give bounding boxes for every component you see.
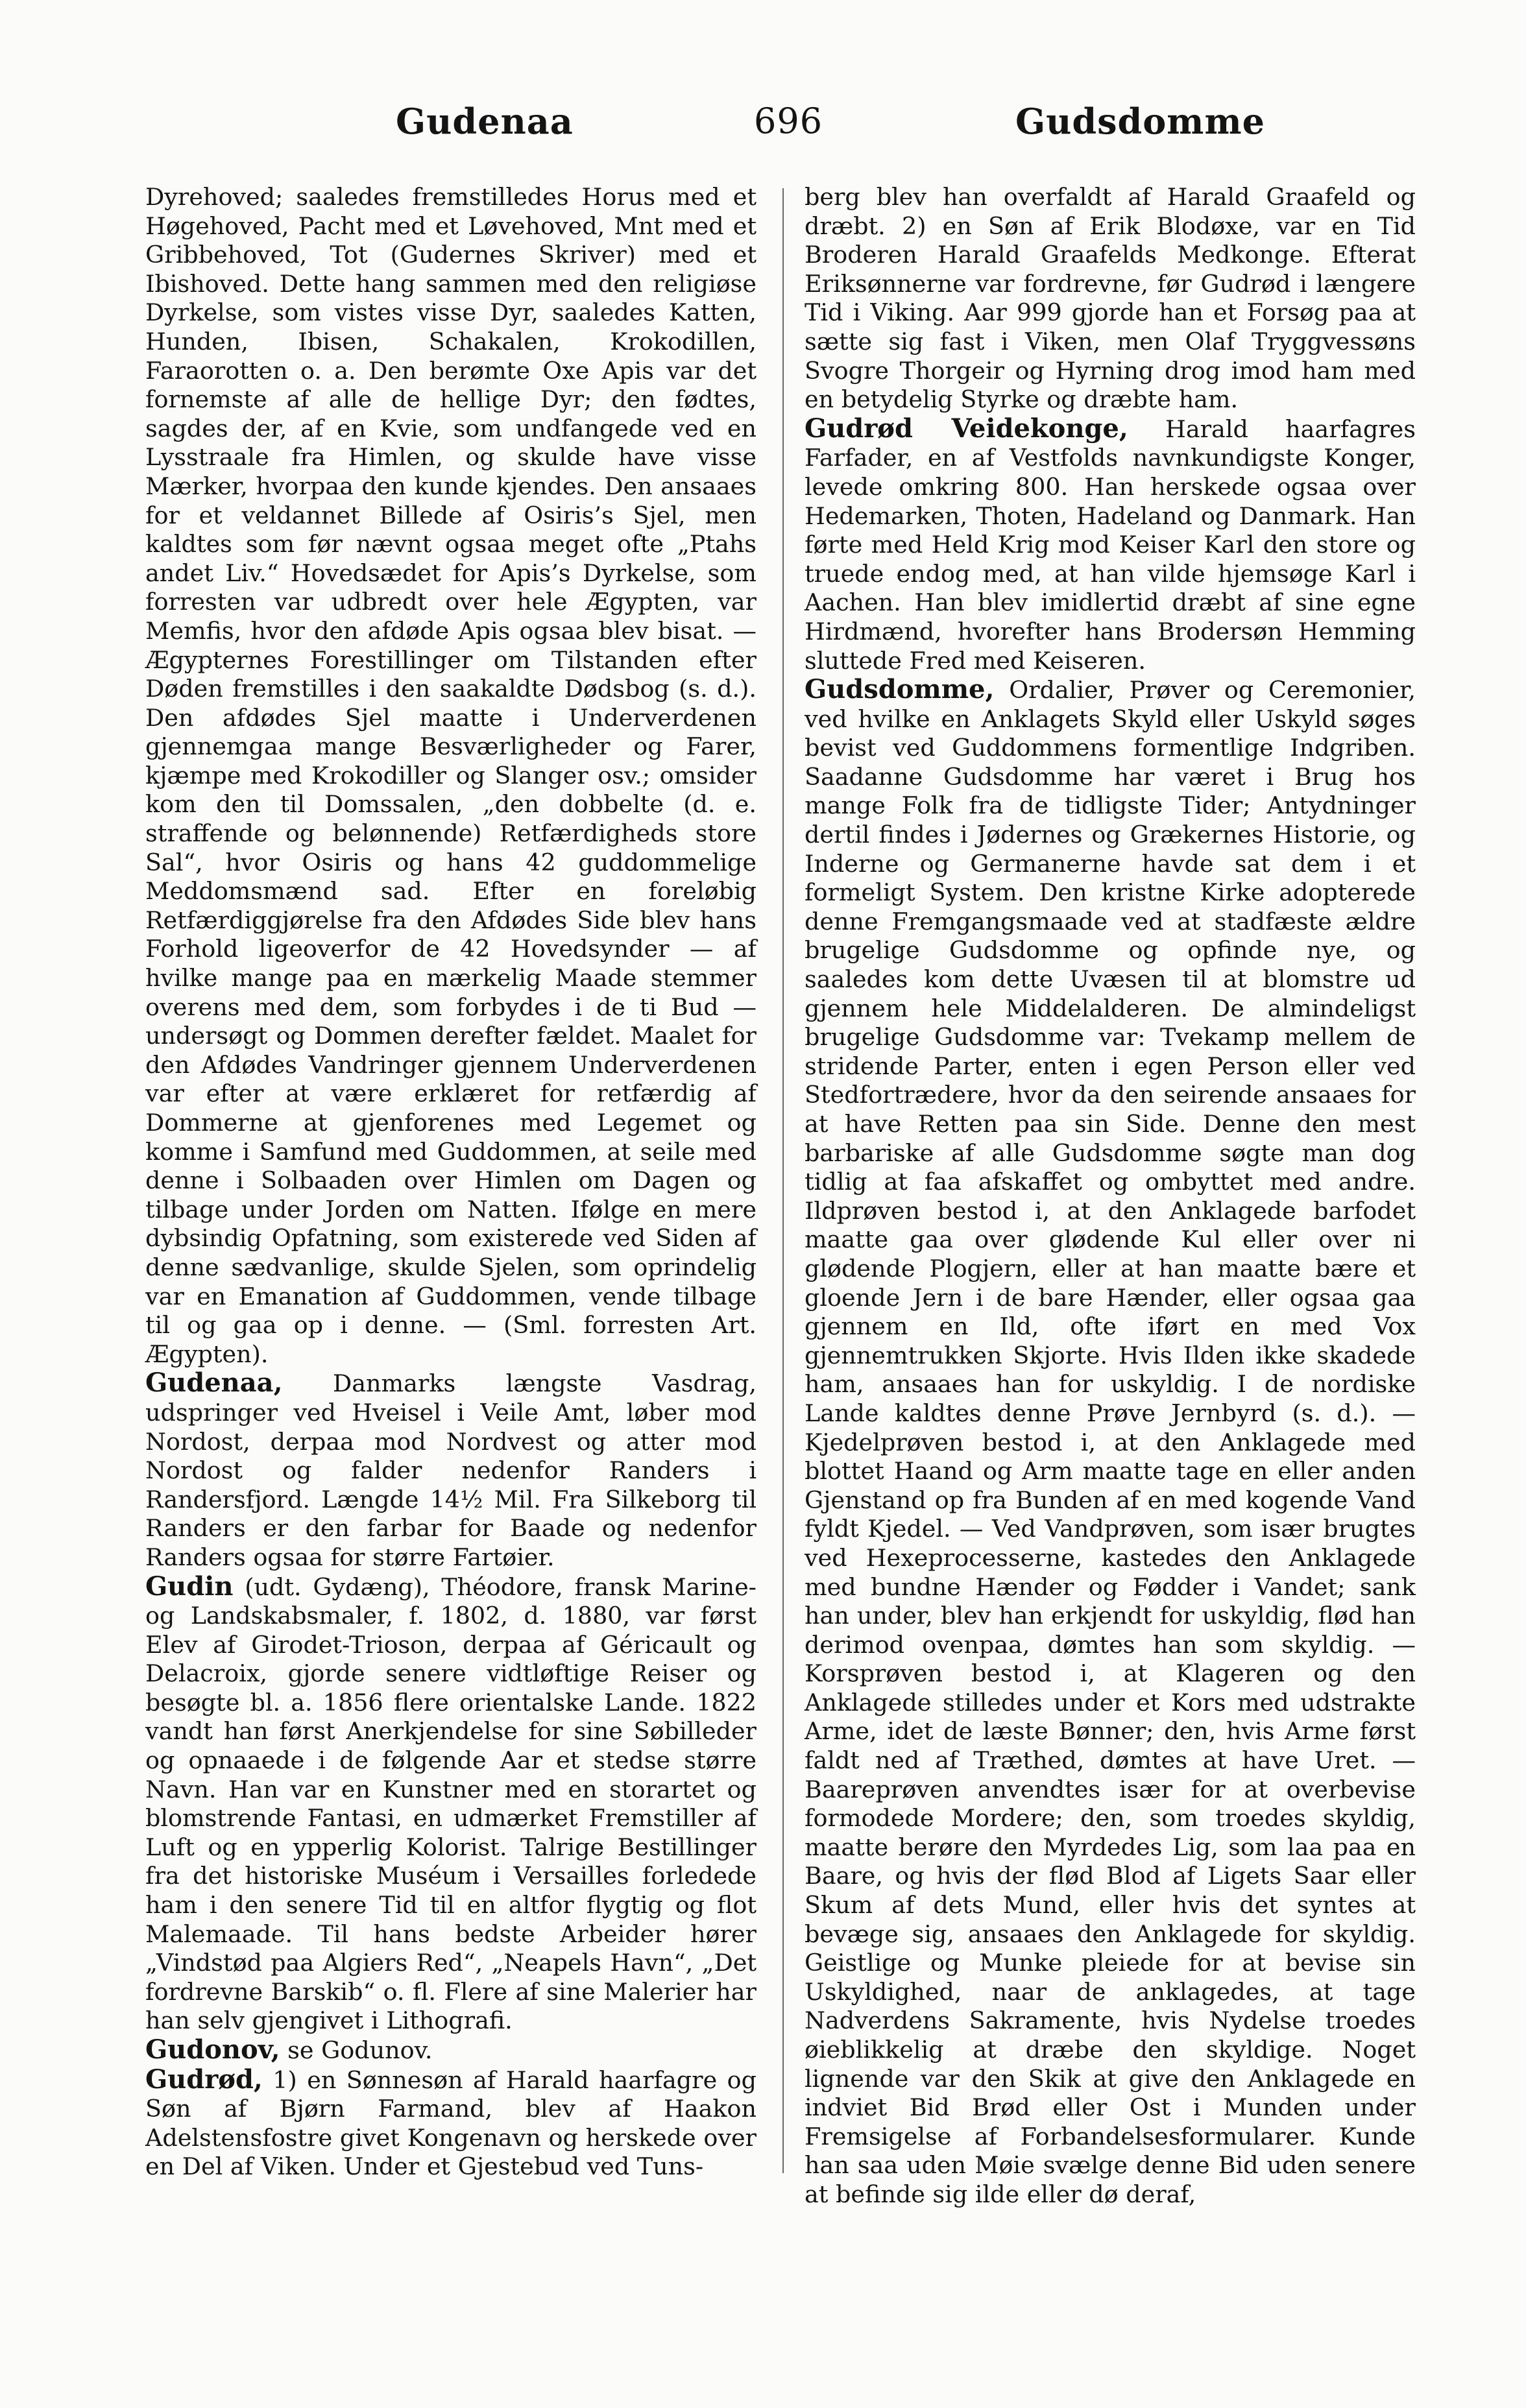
paragraph-text: berg blev han overfaldt af Harald Graafeld og dræbt. 2) en Søn af Erik Blodøxe, var en Tid Broderen Harald Graafelds Medkonge. Efterat Eriksønnerne var fordrevne, før Gudrød i længere Tid i Viking. Aar 999 gjorde han et Forsøg paa at sætte sig fast i Viken, men Olaf Tryggvessøns Svogre Thorgeir og Hyrning drog imod ham med en betydelig Styrke og dræbte ham.: [805, 183, 1416, 414]
entry-text: 1) en Sønnesøn af Harald haarfagre og Søn af Bjørn Farmand, blev af Haakon Adelstensfostre givet Kongenavn og herskede over en Del af Viken. Under et Gjestebud ved Tuns-: [145, 2065, 757, 2181]
page-header: [156, 101, 1421, 159]
entry-text: Ordalier, Prøver og Ceremonier, ved hvilke en Anklagets Skyld eller Uskyld søges bevist ved Guddommens formentlige Indgriben. Saadanne Gudsdomme har været i Brug hos mange Folk fra de tidligste Tider; Antydninger dertil findes i Jødernes og Grækernes Historie, og Inderne og Germanerne havde sat dem i et formeligt System. Den kristne Kirke adopterede denne Fremgangsmaade ved at stadfæste ældre brugelige Gudsdomme og opfinde nye, og saaledes kom dette Uvæsen til at blomstre ud gjennem hele Middelalderen. De almindeligst brugelige Gudsdomme var: Tvekamp mellem de stridende Parter, enten i egen Person eller ved Stedfortrædere, hvor da den seirende ansaaes for at have Retten paa sin Side. Denne den mest barbariske af alle Gudsdomme søgte man dog tidlig at faa afskaffet og ombyttet med andre. Ildprøven bestod i, at den Anklagede barfodet maatte gaa over glødende Kul eller over ni glødende Plogjern, eller at han maatte bære et gloende Jern i de bare Hænder, eller ogsaa gaa gjennem en Ild, ofte iført en med Vox gjennemtrukken Skjorte. Hvis Ilden ikke skadede ham, ansaaes han for uskyldig. I de nordiske Lande kaldtes denne Prøve Jernbyrd (s. d.). — Kjedelprøven bestod i, at den Anklagede med blottet Haand og Arm maatte tage en eller anden Gjenstand op fra Bunden af en med kogende Vand fyldt Kjedel. — Ved Vandprøven, som især brugtes ved Hexeprocesserne, kastedes den Anklagede med bundne Hænder og Fødder i Vandet; sank han under, blev han erkjendt for uskyldig, flød han derimod ovenpaa, dømtes han som skyldig. — Korsprøven bestod i, at Klageren og den Anklagede stilledes under et Kors med udstrakte Arme, idet de læste Bønner; den, hvis Arme først faldt ned af Træthed, dømtes at have Uret. — Baareprøven anvendtes især for at overbevise formodede Mordere; den, som troedes skyldig, maatte berøre den Myrdedes Lig, som laa paa en Baare, og hvis der flød Blod af Ligets Saar eller Skum af dets Mund, eller hvis det syntes at bevæge sig, ansaaes den Anklagede for skyldig. Geistlige og Munke pleiede for at bevise sin Uskyldighed, naar de anklagedes, at tage Nadverdens Sakramente, hvis Nydelse troedes øieblikkelig at dræbe den skyldige. Noget lignende var den Skik at give den Anklagede en indviet Bid Brød eller Ost i Munden under Fremsigelse af Forbandelsesformularer. Kunde han saa uden Møie svælge denne Bid uden senere at befinde sig ilde eller dø deraf,: [805, 676, 1416, 2208]
entry-text: (udt. Gydæng), Théodore, fransk Marine- og Landskabsmaler, f. 1802, d. 1880, var først Elev af Girodet-Trioson, derpaa af Géricault og Delacroix, gjorde senere vidtløftige Reiser og besøgte bl. a. 1856 flere orientalske Lande. 1822 vandt han først Anerkjendelse for sine Søbilleder og opnaaede i de følgende Aar et stedse større Navn. Han var en Kunstner med en storartet og blomstrende Fantasi, en udmærket Fremstiller af Luft og en ypperlig Kolorist. Talrige Bestillinger fra det historiske Muséum i Versailles forledede ham i den senere Tid til en altfor flygtig og flot Malemaade. Til hans bedste Arbeider hører „Vindstød paa Algiers Red“, „Neapels Havn“, „Det fordrevne Barskib“ o. fl. Flere af sine Malerier har han selv gjengivet i Lithografi.: [145, 1572, 757, 2035]
entry-gudsdomme: [805, 675, 1416, 2209]
entry-continuation-paragraph: [805, 183, 1416, 415]
entry-gudrod-veidekonge: [805, 415, 1416, 675]
entry-continuation-paragraph: [145, 183, 757, 1369]
page-number: 696: [754, 101, 823, 141]
running-head-left: Gudenaa: [396, 101, 574, 142]
entry-keyword: Gudrød,: [145, 2064, 263, 2095]
entry-gudenaa: [145, 1369, 757, 1572]
entry-gudonov: [145, 2036, 757, 2065]
column-divider: [782, 188, 784, 2173]
right-column: [805, 183, 1416, 2209]
left-column: [145, 183, 757, 2182]
entry-gudin: [145, 1572, 757, 2036]
running-head-right: Gudsdomme: [1015, 101, 1265, 142]
entry-keyword: Gudsdomme,: [805, 674, 995, 705]
entry-text: Harald haarfagres Farfader, en af Vestfolds navnkundigste Konger, levede omkring 800. Han herskede ogsaa over Hedemarken, Thoten, Hadeland og Danmark. Han førte med Held Krig mod Keiser Karl den store og truede endog med, at han vilde hjemsøge Karl i Aachen. Han blev imidlertid dræbt af sine egne Hirdmænd, hvorefter hans Brodersøn Hemming sluttede Fred med Keiseren.: [805, 415, 1416, 675]
paragraph-text: Dyrehoved; saaledes fremstilledes Horus med et Høgehoved, Pacht med et Løvehoved, Mnt med et Gribbehoved, Tot (Gudernes Skriver) med et Ibishoved. Dette hang sammen med den religiøse Dyrkelse, som vistes visse Dyr, saaledes Katten, Hunden, Ibisen, Schakalen, Krokodillen, Faraorotten o. a. Den berømte Oxe Apis var det fornemste af alle de hellige Dyr; den fødtes, sagdes der, af en Kvie, som undfangede ved en Lysstraale fra Himlen, og skulde have visse Mærker, hvorpaa den kunde kjendes. Den ansaaes for et veldannet Billede af Osiris’s Sjel, men kaldtes som før nævnt ogsaa meget ofte „Ptahs andet Liv.“ Hovedsædet for Apis’s Dyrkelse, som forresten var udbredt over hele Ægypten, var Memfis, hvor den afdøde Apis ogsaa blev bisat. — Ægypternes Forestillinger om Tilstanden efter Døden fremstilles i den saakaldte Dødsbog (s. d.). Den afdødes Sjel maatte i Underverdenen gjennemgaa mange Besværligheder og Farer, kjæmpe med Krokodiller og Slanger osv.; omsider kom den til Domssalen, „den dobbelte (d. e. straffende og belønnende) Retfærdigheds store Sal“, hvor Osiris og hans 42 guddommelige Meddomsmænd sad. Efter en foreløbig Retfærdiggjørelse fra den Afdødes Side blev hans Forhold ligeoverfor de 42 Hovedsynder — af hvilke mange paa en mærkelig Maade stemmer overens med dem, som forbydes i de ti Bud — undersøgt og Dommen derefter fældet. Maalet for den Afdødes Vandringer gjennem Underverdenen var efter at være erklæret for retfærdig af Dommerne at gjenforenes med Legemet og komme i Samfund med Guddommen, at seile med denne i Solbaaden over Himlen om Dagen og tilbage under Jorden om Natten. Ifølge en mere dybsindig Opfatning, som existerede ved Siden af denne sædvanlige, skulde Sjelen, som oprindelig var en Emanation af Guddommen, vende tilbage til og gaa op i denne. — (Sml. forresten Art. Ægypten).: [145, 183, 757, 1368]
entry-gudrod: [145, 2065, 757, 2182]
entry-keyword: Gudenaa,: [145, 1367, 283, 1399]
entry-keyword: Gudin: [145, 1571, 234, 1602]
entry-keyword: Gudrød Veidekonge,: [805, 413, 1128, 444]
entry-text: Danmarks længste Vasdrag, udspringer ved Hveisel i Veile Amt, løber mod Nordost, derpaa mod Nordvest og atter mod Nordost og falder nedenfor Randers i Randersfjord. Længde 14½ Mil. Fra Silkeborg til Randers er den farbar for Baade og nedenfor Randers ogsaa for større Fartøier.: [145, 1369, 757, 1571]
entry-keyword: Gudonov,: [145, 2034, 280, 2065]
entry-text: se Godunov.: [280, 2036, 433, 2064]
